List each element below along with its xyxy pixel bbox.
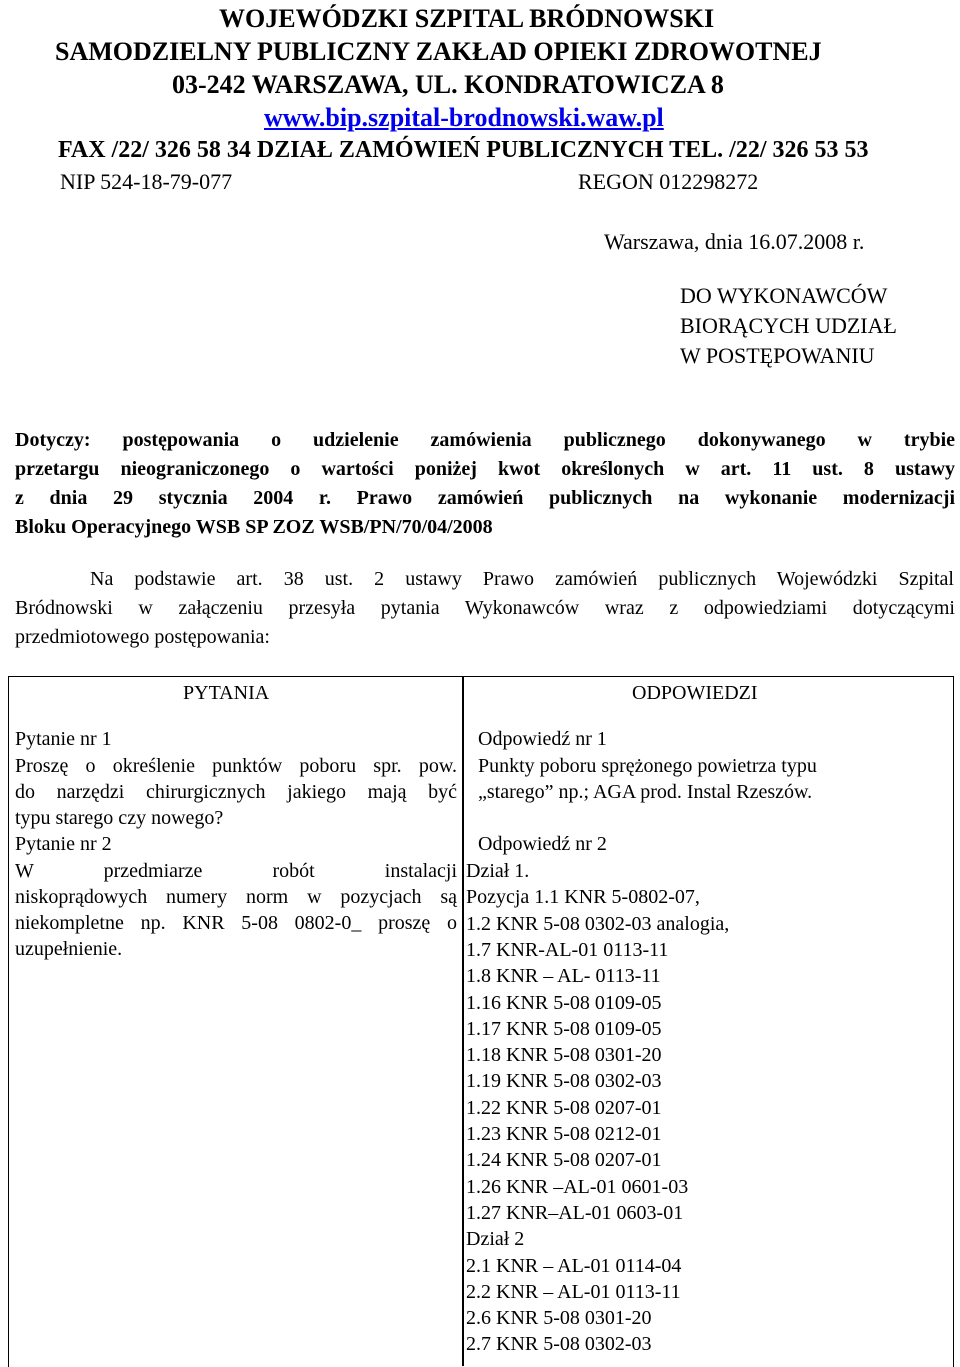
answer-2-line: 1.18 KNR 5-08 0301-20 [466, 1044, 662, 1067]
question-1-title: Pytanie nr 1 [15, 728, 112, 750]
answer-2-line: 1.27 KNR–AL-01 0603-01 [466, 1201, 684, 1224]
answer-2-line: 1.19 KNR 5-08 0302-03 [466, 1070, 662, 1093]
subject-line: Bloku Operacyjnego WSB SP ZOZ WSB/PN/70/04/2008 [15, 516, 493, 538]
subject-line: przetargu nieograniczonego o wartości poniżej kwot określonych w art. 11 ust. 8 ustawy [15, 458, 955, 480]
answer-2-line: 2.7 KNR 5-08 0302-03 [466, 1333, 652, 1356]
website-link[interactable]: www.bip.szpital-brodnowski.waw.pl [264, 103, 664, 132]
address: 03-242 WARSZAWA, UL. KONDRATOWICZA 8 [172, 70, 724, 99]
answer-2-line: 2.1 KNR – AL-01 0114-04 [466, 1254, 682, 1277]
question-1-text: typu starego czy nowego? [15, 807, 224, 829]
institution-name: SAMODZIELNY PUBLICZNY ZAKŁAD OPIEKI ZDROWOTNEJ [55, 37, 822, 66]
intro-line: Na podstawie art. 38 ust. 2 ustawy Prawo zamówień publicznych Wojewódzki Szpital [90, 568, 954, 590]
hospital-name: WOJEWÓDZKI SZPITAL BRÓDNOWSKI [219, 4, 715, 33]
question-2-text: W przedmiarze robót instalacji [15, 860, 457, 882]
question-1-text: do narzędzi chirurgicznych jakiego mają być [15, 781, 457, 803]
recipient-line: BIORĄCYCH UDZIAŁ [680, 313, 897, 338]
answer-2-line: Dział 2 [466, 1228, 525, 1251]
answer-1-text: Punkty poboru sprężonego powietrza typu [478, 755, 817, 777]
question-2-text: niskoprądowych numery norm w pozycjach są [15, 886, 457, 908]
question-2-text: uzupełnienie. [15, 938, 123, 960]
column-header-questions: PYTANIA [183, 682, 270, 704]
answer-2-line: 2.2 KNR – AL-01 0113-11 [466, 1280, 681, 1303]
answer-2-line: 1.7 KNR-AL-01 0113-11 [466, 938, 669, 961]
recipient-line: DO WYKONAWCÓW [680, 283, 888, 308]
answer-2-line: 1.26 KNR –AL-01 0601-03 [466, 1175, 689, 1198]
recipient-line: W POSTĘPOWANIU [680, 343, 875, 368]
answer-2-line: 1.17 KNR 5-08 0109-05 [466, 1017, 662, 1040]
subject-line: Dotyczy: postępowania o udzielenie zamówienia publicznego dokonywanego w trybie [15, 429, 955, 451]
subject-line: z dnia 29 stycznia 2004 r. Prawo zamówień publicznych na wykonanie modernizacji [15, 487, 955, 509]
question-1-text: Proszę o określenie punktów poboru spr. pow. [15, 755, 457, 777]
regon-number: REGON 012298272 [578, 169, 759, 194]
table-divider [462, 676, 464, 1366]
answer-1-title: Odpowiedź nr 1 [478, 728, 607, 750]
answer-2-line: Dział 1. [466, 860, 530, 882]
fax-phone-line: FAX /22/ 326 58 34 DZIAŁ ZAMÓWIEŃ PUBLICZNYCH TEL. /22/ 326 53 53 [58, 137, 869, 163]
answer-2-line: 1.23 KNR 5-08 0212-01 [466, 1123, 662, 1145]
answer-2-line: Pozycja 1.1 KNR 5-0802-07, [466, 886, 700, 909]
answer-2-line: 1.8 KNR – AL- 0113-11 [466, 965, 661, 988]
document-date: Warszawa, dnia 16.07.2008 r. [604, 229, 865, 254]
column-header-answers: ODPOWIEDZI [632, 682, 758, 704]
answer-2-title: Odpowiedź nr 2 [478, 833, 607, 855]
intro-line: przedmiotowego postępowania: [15, 626, 270, 648]
answer-2-line: 2.6 KNR 5-08 0301-20 [466, 1307, 652, 1330]
question-2-title: Pytanie nr 2 [15, 833, 112, 855]
question-2-text: niekompletne np. KNR 5-08 0802-0_ proszę o [15, 912, 457, 934]
answer-2-line: 1.2 KNR 5-08 0302-03 analogia, [466, 912, 730, 935]
nip-number: NIP 524-18-79-077 [60, 169, 233, 194]
answer-2-line: 1.22 KNR 5-08 0207-01 [466, 1096, 662, 1119]
answer-2-line: 1.16 KNR 5-08 0109-05 [466, 991, 662, 1014]
answer-2-line: 1.24 KNR 5-08 0207-01 [466, 1149, 662, 1172]
intro-line: Bródnowski w załączeniu przesyła pytania Wykonawców wraz z odpowiedziami dotyczącymi [15, 597, 955, 619]
answer-1-text: „starego” np.; AGA prod. Instal Rzeszów. [478, 781, 813, 803]
